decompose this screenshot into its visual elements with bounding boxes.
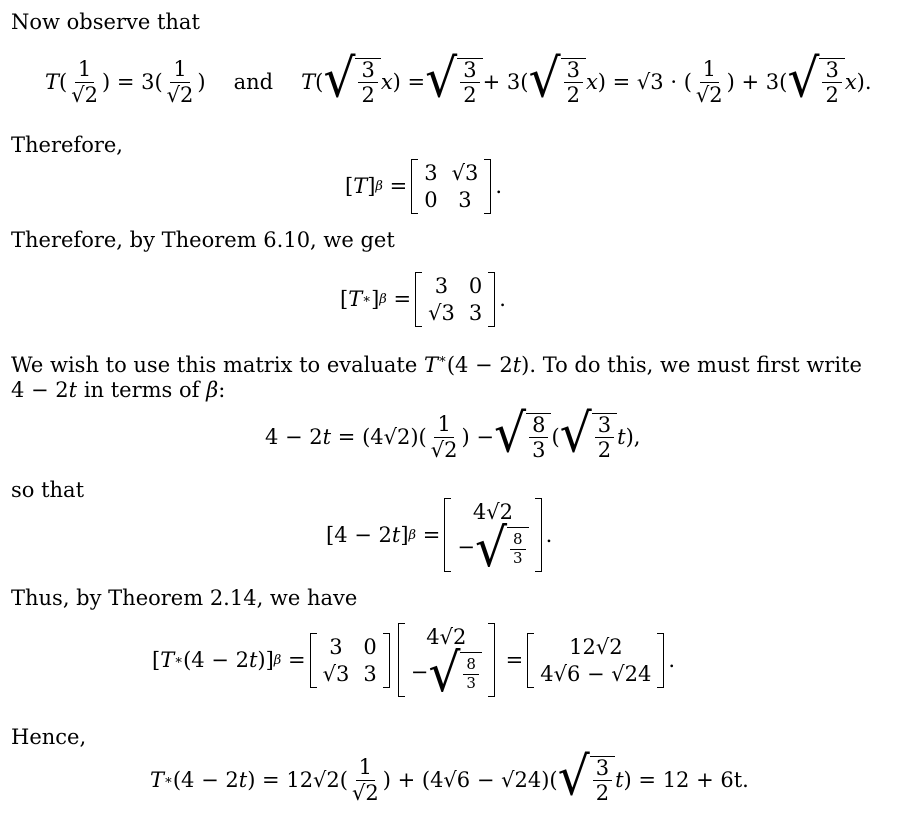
- theorem-610-text: Therefore, by Theorem 6.10, we get: [11, 228, 395, 252]
- therefore-text: Therefore,: [11, 133, 123, 157]
- fraction: $\frac{1}{√2}$: [166, 57, 194, 107]
- equation-4-2t-expansion: 4 − 2 t = (4√2)( $\frac{1}{√2}$ ) − √ $\frac{8}{3}$ ( √ $\frac{3}{2}$ t ),: [265, 402, 641, 465]
- wish-text-line1: We wish to use this matrix to evaluate T∗(4 − 2t). To do this, we must first write: [11, 352, 862, 377]
- equation-T-images: T ( $\frac{1}{√2}$ ) = 3( $\frac{1}{√2}$ ) and T ( √ $\frac{3}{2}$ x ) = √ $\frac{3}{2}$ + 3( √ $\frac{3}{2}$ x ) = √3 · ( $\frac{1}{√2}$ ) + 3( √ $\frac{3}{2}$ x ).: [45, 47, 872, 110]
- intro-text: Now observe that: [11, 10, 200, 34]
- matrix-Tstar-beta: [ T ∗ ] β = 3 0 √3 3 .: [340, 273, 506, 325]
- equation-final-result: T ∗ (4 − 2 t ) = 12√2( $\frac{1}{√2}$ ) + (4√6 − √24)( √ $\frac{3}{2}$ t ) = 12 + 6t.: [150, 745, 749, 808]
- matrix-T-beta: [ T ] β = 3 √3 0 3 .: [345, 160, 503, 212]
- sqrt: √ $\frac{3}{2}$: [323, 58, 380, 106]
- vector-4-2t-beta: [4 − 2 t ] β = 4√2 − √ $\frac{8}{3}$ .: [326, 500, 553, 579]
- fraction: $\frac{1}{√2}$: [71, 57, 98, 107]
- math-T: T: [45, 70, 60, 94]
- hence-text: Hence,: [11, 725, 87, 749]
- and-text: and: [233, 70, 274, 94]
- so-that-text: so that: [11, 478, 85, 502]
- theorem-214-text: Thus, by Theorem 2.14, we have: [11, 586, 358, 610]
- wish-text-line2: 4 − 2t in terms of β:: [11, 378, 226, 402]
- equation-product: [ T ∗ (4 − 2 t )] β = 3 0 √3 3 4√2 − √ $\frac{8}{3}$ = 12√2 4√6 − √24 .: [152, 625, 676, 704]
